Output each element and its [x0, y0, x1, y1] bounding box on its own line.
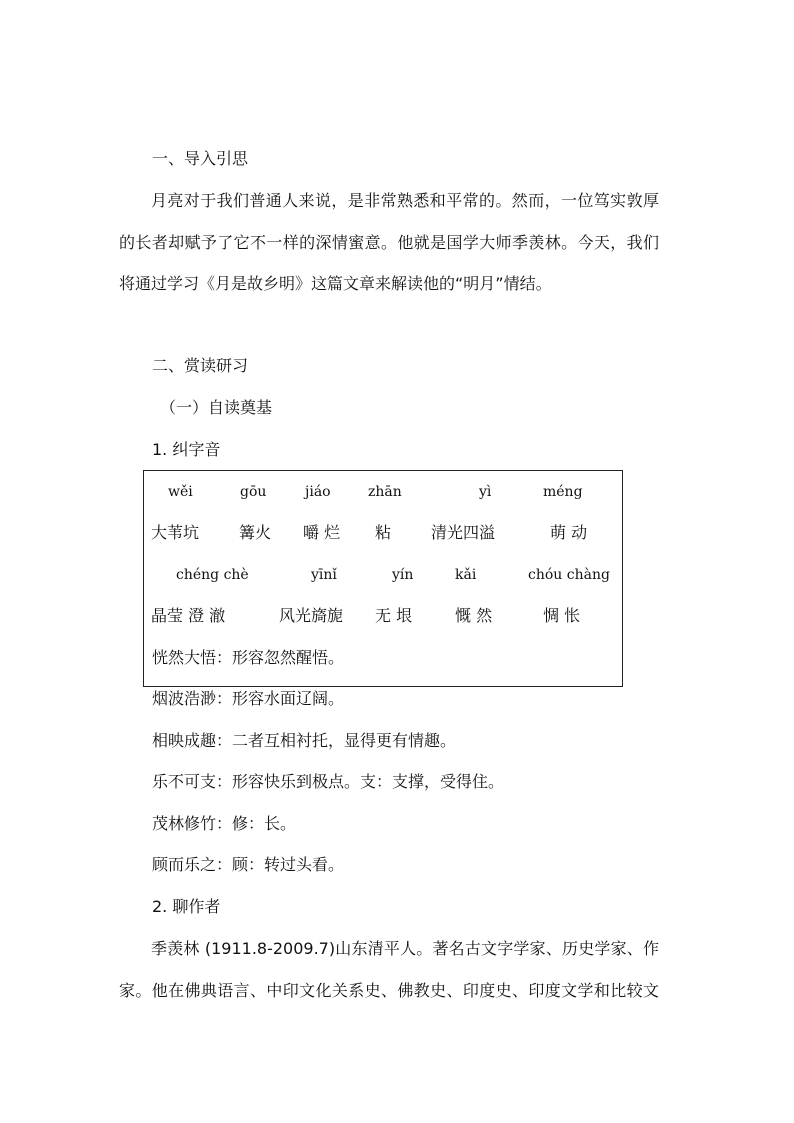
intro-paragraph: 月亮对于我们普通人来说，是非常熟悉和平常的。然而，一位笃实敦厚的长者却赋予了它不一样的深情蜜意。他就是国学大师季羡林。今天，我们将通过学习《月是故乡明》这篇文章来解读他的“明月”情结。 [119, 191, 659, 293]
pinyin-label: chóu chàng [528, 567, 610, 583]
vocab-word: 慨 然 [455, 606, 493, 625]
pinyin-label: yì [479, 484, 492, 500]
pinyin-label: wěi [168, 484, 193, 500]
item-heading-pronunciation: 1. 纠字音 [152, 440, 221, 459]
vocab-word: 清光四溢 [431, 523, 496, 542]
vocab-word: 嚼 烂 [303, 523, 341, 542]
vocab-definition: 乐不可支：形容快乐到极点。支：支撑，受得住。 [152, 772, 505, 791]
vocab-word: 惆 怅 [543, 606, 581, 625]
pinyin-label: gōu [240, 484, 267, 500]
vocab-word: 粘 [375, 523, 392, 542]
vocab-definition: 烟波浩渺：形容水面辽阔。 [152, 689, 345, 708]
vocab-word: 无 垠 [375, 606, 413, 625]
vocab-word: 风光旖旎 [279, 606, 344, 625]
pinyin-label: zhān [368, 484, 402, 500]
section-heading-intro: 一、导入引思 [152, 149, 249, 168]
vocab-definition: 顾而乐之：顾：转过头看。 [152, 855, 345, 874]
section-heading-appreciation: 二、赏读研习 [152, 356, 249, 375]
item-heading-author: 2. 聊作者 [152, 897, 221, 916]
pinyin-label: méng [543, 484, 583, 500]
pinyin-label: kǎi [455, 567, 477, 583]
vocab-word: 篝火 [239, 523, 272, 542]
vocab-definition: 恍然大悟：形容忽然醒悟。 [152, 648, 345, 667]
vocab-word: 晶莹 澄 澈 [151, 606, 226, 625]
pinyin-label: yīnǐ [311, 567, 337, 583]
vocab-word: 萌 动 [550, 523, 588, 542]
vocab-definition: 茂林修竹：修：长。 [152, 814, 297, 833]
pinyin-label: jiáo [305, 484, 331, 500]
vocab-definition: 相映成趣：二者互相衬托，显得更有情趣。 [152, 731, 457, 750]
pinyin-label: chéng chè [176, 567, 249, 583]
pinyin-label: yín [392, 567, 414, 583]
subsection-heading-self-reading: （一）自读奠基 [160, 398, 273, 417]
vocab-word: 大苇坑 [151, 523, 200, 542]
author-paragraph: 季羡林 (1911.8-2009.7)山东清平人。著名古文字学家、历史学家、作家。他在佛典语言、中印文化关系史、佛教史、印度史、印度文学和比较文 [119, 939, 659, 1000]
